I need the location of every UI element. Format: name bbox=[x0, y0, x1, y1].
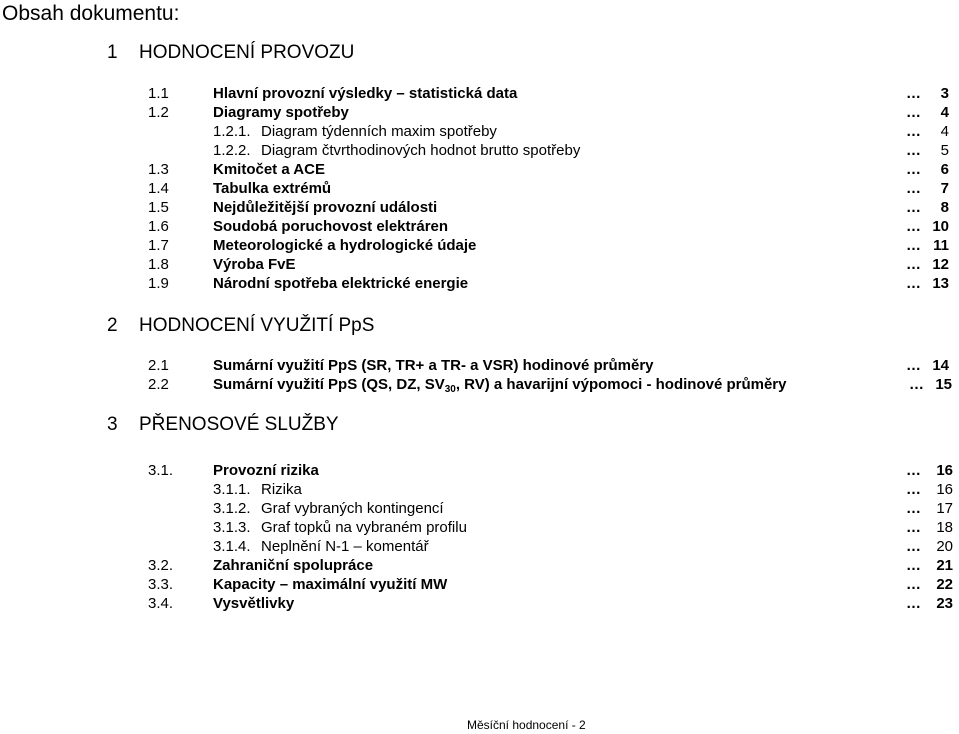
toc-entry-title: Graf topků na vybraném profilu bbox=[261, 519, 467, 536]
toc-entry-page: 14 bbox=[932, 357, 949, 374]
page-footer: Měsíční hodnocení - 2 bbox=[467, 718, 586, 732]
toc-entry-title: Diagram týdenních maxim spotřeby bbox=[261, 123, 497, 140]
toc-entry-page: 3 bbox=[940, 85, 949, 102]
toc-entry-number: 2.1 bbox=[148, 357, 169, 374]
toc-entry-page: 15 bbox=[935, 376, 952, 393]
toc-entry-leader: … bbox=[906, 180, 921, 197]
section-2-number: 2 bbox=[107, 315, 118, 336]
toc-entry-number: 1.4 bbox=[148, 180, 169, 197]
toc-entry-leader: … bbox=[906, 519, 921, 536]
toc-entry-title: Provozní rizika bbox=[213, 462, 319, 479]
toc-entry-page: 6 bbox=[940, 161, 949, 178]
toc-entry-title: Rizika bbox=[261, 481, 302, 498]
toc-entry-leader: … bbox=[909, 376, 924, 393]
toc-entry-title: Meteorologické a hydrologické údaje bbox=[213, 237, 477, 254]
toc-entry-title: Národní spotřeba elektrické energie bbox=[213, 275, 469, 292]
toc-entry-page: 11 bbox=[933, 237, 949, 254]
toc-entry-page: 13 bbox=[932, 275, 949, 292]
toc-entry-title: Kmitočet a ACE bbox=[213, 161, 325, 178]
toc-entry-leader: … bbox=[906, 500, 921, 517]
toc-entry-leader: … bbox=[906, 104, 921, 121]
toc-entry-leader: … bbox=[906, 557, 921, 574]
toc-entry-number: 1.6 bbox=[148, 218, 169, 235]
toc-entry-leader: … bbox=[906, 85, 921, 102]
toc-entry-page: 16 bbox=[936, 462, 953, 479]
toc-entry-page: 17 bbox=[936, 500, 953, 517]
toc-entry-number: 1.2.1. bbox=[213, 123, 251, 140]
toc-entry-page: 22 bbox=[936, 576, 953, 593]
toc-entry-title bbox=[213, 375, 786, 394]
toc-entry-page: 5 bbox=[940, 142, 949, 159]
toc-entry-number: 3.1.2. bbox=[213, 500, 251, 517]
toc-entry-title-part: Sumární využití PpS (QS, DZ, SV bbox=[213, 376, 445, 393]
toc-entry-leader: … bbox=[906, 462, 921, 479]
toc-entry-title: Výroba FvE bbox=[213, 256, 296, 273]
toc-entry-leader: … bbox=[906, 275, 921, 292]
toc-entry-leader: … bbox=[906, 218, 921, 235]
toc-entry-leader: … bbox=[906, 142, 921, 159]
toc-entry-title: Diagram čtvrthodinových hodnot brutto spotřeby bbox=[261, 142, 581, 159]
toc-entry-title-part: , RV) a havarijní výpomoci - hodinové průměry bbox=[455, 376, 787, 393]
toc-entry-number: 1.8 bbox=[148, 256, 169, 273]
toc-entry-leader: … bbox=[906, 595, 921, 612]
toc-entry-number: 3.1. bbox=[148, 462, 174, 479]
toc-entry-number: 3.3. bbox=[148, 576, 174, 593]
toc-entry-title-subscript: 30 bbox=[444, 384, 456, 395]
toc-entry-number: 1.9 bbox=[148, 275, 169, 292]
toc-entry-number: 3.1.4. bbox=[213, 538, 251, 555]
toc-entry-number: 1.2 bbox=[148, 104, 169, 121]
toc-entry-title: Diagramy spotřeby bbox=[213, 104, 349, 121]
toc-entry-page: 10 bbox=[932, 218, 949, 235]
section-3-title: PŘENOSOVÉ SLUŽBY bbox=[139, 414, 339, 435]
toc-entry-title: Tabulka extrémů bbox=[213, 180, 332, 197]
section-1-number: 1 bbox=[107, 42, 118, 63]
toc-entry-number: 3.1.3. bbox=[213, 519, 251, 536]
toc-entry-number: 1.3 bbox=[148, 161, 169, 178]
toc-entry-title: Sumární využití PpS (SR, TR+ a TR- a VSR) hodinové průměry bbox=[213, 357, 654, 374]
toc-entry-leader: … bbox=[906, 256, 921, 273]
section-1-title: HODNOCENÍ PROVOZU bbox=[139, 42, 355, 63]
toc-entry-title: Nejdůležitější provozní události bbox=[213, 199, 438, 216]
toc-entry-number: 1.7 bbox=[148, 237, 169, 254]
toc-entry-page: 7 bbox=[940, 180, 949, 197]
toc-entry-leader: … bbox=[906, 237, 921, 254]
toc-entry-leader: … bbox=[906, 357, 921, 374]
toc-entry-leader: … bbox=[906, 199, 921, 216]
toc-entry-number: 1.2.2. bbox=[213, 142, 251, 159]
toc-entry-title: Soudobá poruchovost elektráren bbox=[213, 218, 449, 235]
toc-entry-number: 2.2 bbox=[148, 376, 169, 393]
toc-entry-title: Graf vybraných kontingencí bbox=[261, 500, 444, 517]
toc-entry-leader: … bbox=[906, 576, 921, 593]
toc-entry-page: 20 bbox=[936, 538, 953, 555]
toc-entry-leader: … bbox=[906, 161, 921, 178]
toc-entry-title: Vysvětlivky bbox=[213, 595, 295, 612]
toc-entry-title: Neplnění N-1 – komentář bbox=[261, 538, 429, 555]
toc-entry-page: 12 bbox=[932, 256, 949, 273]
toc-entry-number: 3.2. bbox=[148, 557, 174, 574]
toc-entry-title: Kapacity – maximální využití MW bbox=[213, 576, 448, 593]
toc-entry-number: 3.4. bbox=[148, 595, 174, 612]
toc-entry-number: 3.1.1. bbox=[213, 481, 251, 498]
toc-entry-leader: … bbox=[906, 538, 921, 555]
toc-entry-page: 8 bbox=[940, 199, 949, 216]
section-3-number: 3 bbox=[107, 414, 118, 435]
toc-entry-title: Hlavní provozní výsledky – statistická data bbox=[213, 85, 518, 102]
toc-entry-number: 1.1 bbox=[148, 85, 169, 102]
toc-entry-page: 21 bbox=[936, 557, 953, 574]
toc-entry-leader: … bbox=[906, 481, 921, 498]
toc-entry-page: 18 bbox=[936, 519, 953, 536]
toc-entry-page: 23 bbox=[936, 595, 953, 612]
toc-entry-title: Zahraniční spolupráce bbox=[213, 557, 374, 574]
toc-entry-page: 16 bbox=[936, 481, 953, 498]
toc-entry-number: 1.5 bbox=[148, 199, 169, 216]
section-2-title: HODNOCENÍ VYUŽITÍ PpS bbox=[139, 315, 375, 336]
toc-entry-page: 4 bbox=[940, 123, 949, 140]
toc-entry-page: 4 bbox=[940, 104, 949, 121]
toc-entry-leader: … bbox=[906, 123, 921, 140]
document-title: Obsah dokumentu: bbox=[2, 2, 180, 25]
